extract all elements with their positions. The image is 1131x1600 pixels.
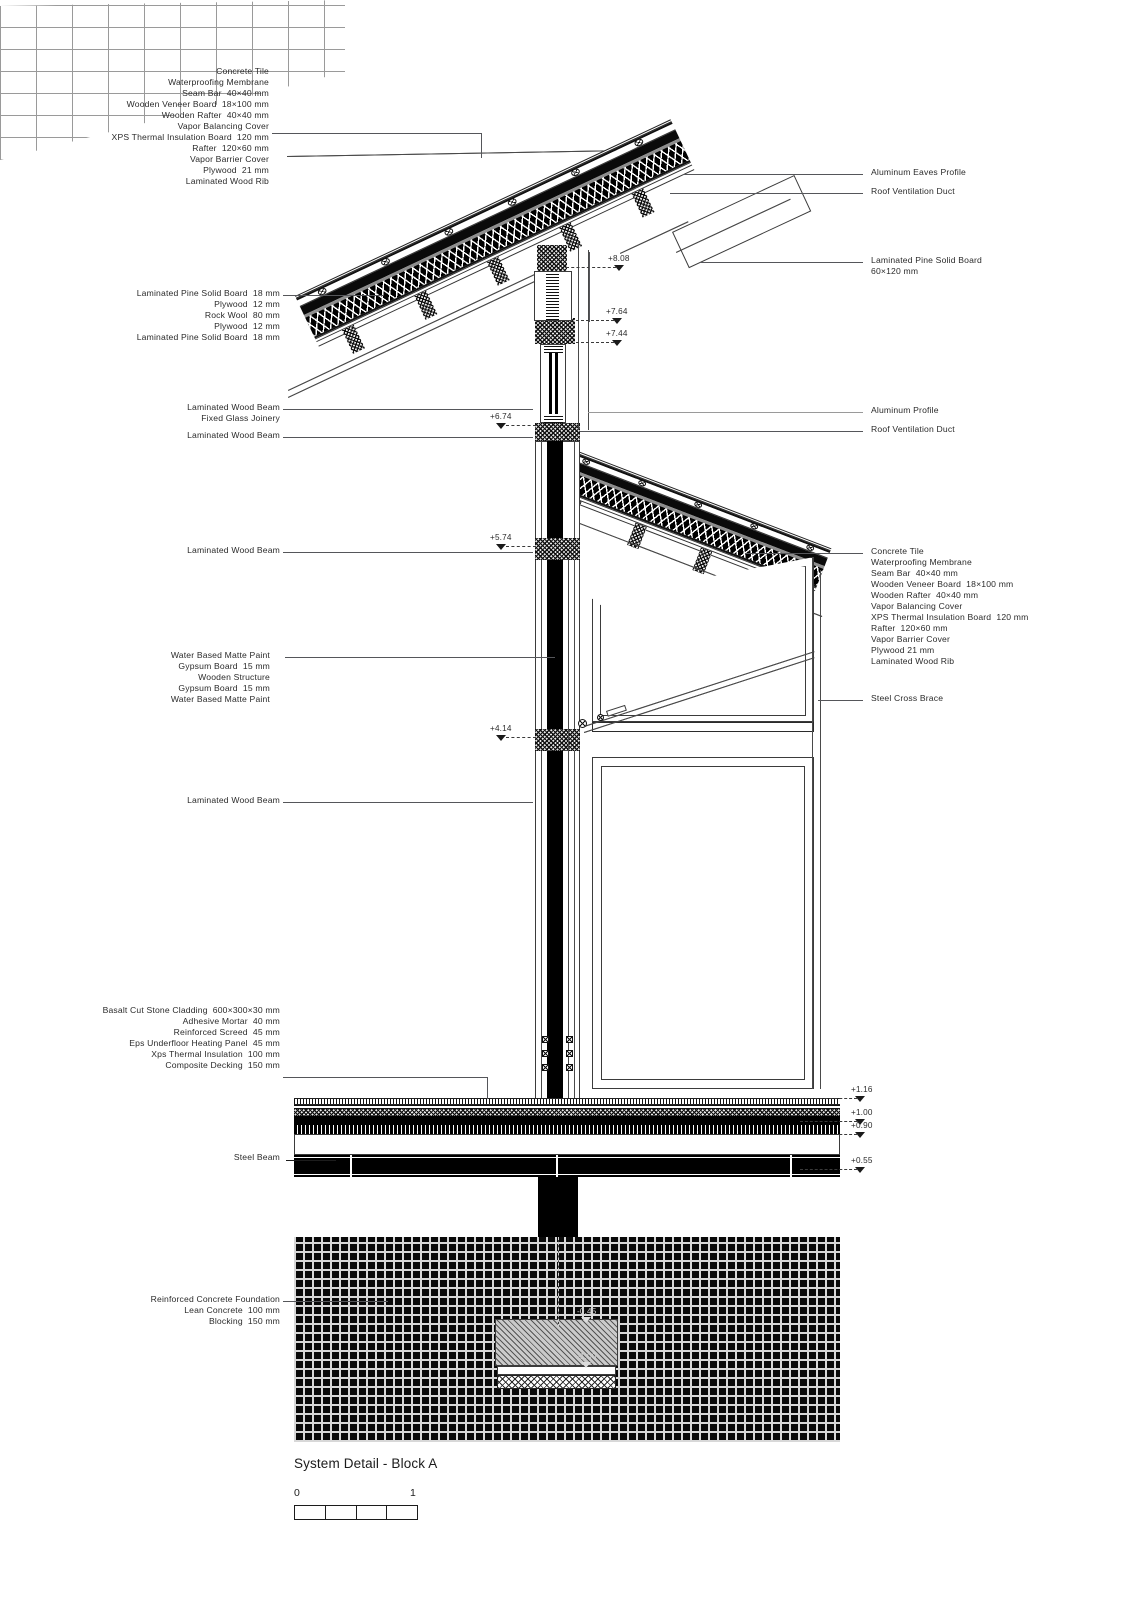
annotation-line: Basalt Cut Stone Cladding 600×300×30 mm (102, 1005, 280, 1015)
annotation-soffit-buildup (0, 288, 280, 343)
annotation-line: Steel Beam (233, 1152, 280, 1162)
annotation-line: Wooden Veneer Board 18×100 mm (126, 99, 269, 110)
annotation-line: Xps Thermal Insulation 100 mm (151, 1049, 280, 1060)
upper-post-head-block (537, 245, 567, 273)
annotation-line: Water Based Matte Paint (170, 694, 270, 705)
drawing-title: System Detail - Block A (294, 1456, 438, 1471)
elev-dash-1-16 (800, 1098, 857, 1099)
annotation-line: Laminated Wood Beam (187, 545, 280, 555)
annotation-line: Gypsum Board 15 mm (178, 683, 270, 694)
annotation-line: Eps Underfloor Heating Panel 45 mm (129, 1038, 280, 1049)
annotation-line: Reinforced Screed 45 mm (173, 1027, 280, 1038)
annotation-line: XPS Thermal Insulation Board 120 mm (111, 132, 269, 143)
annotation-line: Roof Ventilation Duct (871, 186, 955, 196)
elev-tri-7-44 (612, 340, 622, 346)
plate-bolt-icon (542, 1050, 549, 1057)
annotation-line: Rafter 120×60 mm (871, 623, 948, 634)
floor-layer-eps-heating-panel (294, 1116, 840, 1125)
elev-vline-7-64 (589, 252, 590, 322)
title-block (294, 1456, 437, 1471)
leader-steel-beam (286, 1160, 336, 1161)
leader-roof-buildup-upper (272, 133, 482, 134)
annotation-line: Laminated Pine Solid Board 18 mm (136, 332, 280, 343)
annotation-roof-ventilation-duct-1 (871, 186, 1121, 197)
leader-laminated-pine-solid-board (700, 262, 863, 263)
glazing-jamb-line (812, 557, 813, 1089)
upper-mullion-gasket-bottom (544, 414, 563, 423)
elev-label-6-74: +6.74 (490, 412, 512, 421)
elev-tri-6-74 (496, 423, 506, 429)
elev-label-1-16: +1.16 (851, 1085, 873, 1094)
elev-tri-4-14 (496, 735, 506, 741)
leader-aluminum-eaves-profile (683, 174, 863, 175)
interior-finish-line (568, 560, 569, 1100)
leader-foundation (283, 1301, 388, 1302)
elev-dash-8-08 (566, 267, 616, 268)
upper-column-core (546, 272, 559, 320)
elev-label-0-55: +0.55 (851, 1156, 873, 1165)
beam-at-414 (535, 729, 580, 751)
annotation-line: Blocking 150 mm (208, 1316, 280, 1327)
elev-dash-7-44 (576, 342, 614, 343)
annotation-beam-glazing-1 (30, 402, 280, 424)
glazing-panel-lower-inner (601, 766, 805, 1080)
elev-dash-7-64 (576, 320, 614, 321)
leader-floor-buildup (283, 1077, 488, 1078)
annotation-line: Vapor Balancing Cover (177, 121, 269, 132)
secondary-post-left (578, 240, 579, 430)
upper-roof-top-line (287, 150, 635, 157)
annotation-laminated-pine-solid-board (871, 255, 1121, 277)
elev-label-1-00: +1.00 (851, 1108, 873, 1117)
annotation-line: Seam Bar 40×40 mm (182, 88, 269, 99)
elev-dash-0-90 (800, 1134, 857, 1135)
annotation-line: Concrete Tile (871, 546, 924, 556)
foundation-centerline (558, 1237, 559, 1327)
annotation-line: Plywood 12 mm (214, 299, 280, 310)
annotation-beam-3 (30, 545, 280, 556)
plate-bolt-icon (566, 1050, 573, 1057)
annotation-wall-buildup (0, 650, 270, 705)
annotation-line: Wooden Rafter 40×40 mm (161, 110, 269, 121)
steel-beam-flange-line-2 (294, 1174, 840, 1175)
elev-dash-4-14 (506, 737, 536, 738)
glazing-jamb-line-2 (820, 570, 821, 1089)
elev-label-0-90: +0.90 (851, 1121, 873, 1130)
elev-label-4-14: +4.14 (490, 724, 512, 733)
annotation-line: Composite Decking 150 mm (165, 1060, 280, 1071)
plate-bolt-icon (542, 1064, 549, 1071)
annotation-line: Water Based Matte Paint (170, 650, 270, 660)
annotation-line: Waterproofing Membrane (871, 557, 972, 568)
roof-rafter-block (487, 257, 510, 286)
elev-tri-7-64 (612, 318, 622, 324)
leader-beam-2 (283, 437, 533, 438)
leader-steel-cross-brace (818, 700, 863, 701)
leader-beam-3 (283, 552, 533, 553)
roof-rafter-block (414, 291, 437, 320)
annotation-line: Wooden Veneer Board 18×100 mm (871, 579, 1014, 590)
annotation-floor-buildup (0, 1005, 280, 1071)
annotation-line: Laminated Wood Beam (187, 402, 280, 412)
annotation-line: Reinforced Concrete Foundation (150, 1294, 280, 1304)
scale-tick (295, 1506, 326, 1519)
glazing-transom (592, 722, 814, 732)
annotation-steel-beam (30, 1152, 280, 1163)
annotation-line: Vapor Barrier Cover (871, 634, 951, 645)
annotation-steel-cross-brace (871, 693, 1121, 704)
roof-rafter-block (632, 188, 655, 217)
annotation-line: Vapor Barrier Cover (189, 154, 269, 165)
leader-beam-glazing-1 (283, 409, 533, 410)
annotation-line: Rock Wool 80 mm (204, 310, 280, 321)
elev-dash-1-00 (800, 1121, 857, 1122)
annotation-line: Laminated Pine Solid Board (871, 255, 983, 265)
elev-label-5-74: +5.74 (490, 533, 512, 542)
annotation-line: Aluminum Eaves Profile (871, 167, 967, 177)
steel-beam-flange-line (294, 1157, 840, 1158)
scale-bar-group (294, 1487, 424, 1527)
roof-layer-seam-bar (297, 124, 675, 307)
annotation-line: Fixed Glass Joinery (201, 413, 280, 424)
roof-rafter-block (342, 325, 365, 354)
elev-label-8-08: +8.08 (608, 254, 630, 263)
roof-layer-veneer-board (300, 130, 679, 315)
upper-mullion-core (549, 352, 552, 416)
scale-bar-ticks (294, 1505, 418, 1520)
annotation-foundation (0, 1294, 280, 1327)
plate-bolt-icon (542, 1036, 549, 1043)
foundation-hatch (496, 1320, 617, 1365)
annotation-line: Laminated Wood Beam (187, 430, 280, 440)
elev-tri-5-74 (496, 544, 506, 550)
annotation-line: Laminated Wood Rib (185, 176, 269, 187)
column-splice-x (547, 443, 563, 459)
annotation-line: Wooden Rafter 40×40 mm (871, 590, 979, 601)
annotation-line: Steel Cross Brace (871, 693, 944, 703)
annotation-line: Concrete Tile (216, 66, 269, 76)
leader-roof-buildup-upper-drop (481, 133, 482, 158)
column-splice-x (547, 560, 563, 576)
upper-glazing-mullion (540, 344, 566, 423)
elev-tri-8-08 (614, 265, 624, 271)
beam-at-674 (535, 423, 580, 441)
annotation-roof-buildup-lower (871, 546, 1131, 668)
annotation-line: Plywood 12 mm (214, 321, 280, 332)
annotation-line: Vapor Balancing Cover (871, 601, 963, 612)
annotation-line: Plywood 21 mm (203, 165, 269, 176)
annotation-line: Wooden Structure (198, 672, 270, 683)
upper-post-mid-block (535, 318, 575, 344)
floor-layer-basalt-cladding (294, 1098, 840, 1105)
elev-dash-5-74 (506, 546, 536, 547)
annotation-roof-ventilation-duct-2 (871, 424, 1121, 435)
brace-pin-icon (578, 719, 587, 728)
plate-bolt-icon (566, 1064, 573, 1071)
elev-label-neg-1-00: -1.00 (577, 1352, 597, 1361)
steel-beam-stiffener (350, 1155, 352, 1177)
elev-tri-neg-0-45 (581, 1317, 591, 1323)
lean-concrete-layer (497, 1366, 616, 1375)
annotation-roof-buildup-upper (0, 66, 269, 188)
beam-at-574 (535, 538, 580, 560)
elev-tri-0-55 (855, 1167, 865, 1173)
annotation-line: XPS Thermal Insulation Board 120 mm (871, 612, 1029, 623)
annotation-line: Rafter 120×60 mm (192, 143, 269, 154)
plate-bolt-icon (566, 1036, 573, 1043)
elev-label-neg-0-45: -0.45 (577, 1307, 597, 1316)
annotation-aluminum-eaves-profile (871, 167, 1121, 178)
upper-mullion-gasket-top (544, 345, 563, 353)
annotation-line: Lean Concrete 100 mm (184, 1305, 280, 1316)
leader-floor-buildup-drop (487, 1077, 488, 1099)
annotation-beam-4 (30, 795, 280, 806)
upper-roof-assembly (295, 119, 694, 346)
scale-tick (387, 1506, 417, 1519)
elev-label-7-44: +7.44 (606, 329, 628, 338)
elev-tri-0-90 (855, 1132, 865, 1138)
scale-start-label: 0 (294, 1487, 300, 1499)
annotation-line: Laminated Wood Rib (871, 656, 955, 667)
annotation-line: Gypsum Board 15 mm (178, 661, 270, 672)
elev-dash-6-74 (506, 425, 536, 426)
elev-dash-0-55 (800, 1169, 857, 1170)
annotation-line: Aluminum Profile (871, 405, 939, 415)
annotation-beam-2 (30, 430, 280, 441)
brace-clevis-icon (597, 714, 604, 721)
annotation-line: Adhesive Mortar 40 mm (182, 1016, 280, 1027)
steel-beam-stiffener (556, 1155, 558, 1177)
floor-layer-xps-insulation (294, 1125, 840, 1134)
upper-mullion-core-2 (555, 352, 558, 416)
leader-wall-buildup (285, 657, 555, 658)
column-base-pedestal (538, 1177, 578, 1237)
annotation-line: Waterproofing Membrane (168, 77, 269, 88)
floor-layer-composite-decking (294, 1134, 840, 1155)
elev-tri-neg-1-00 (581, 1362, 591, 1368)
annotation-line: Seam Bar 40×40 mm (871, 568, 958, 579)
floor-layer-reinforced-screed (294, 1109, 840, 1116)
leader-roof-ventilation-duct-1 (670, 193, 863, 194)
annotation-line: Roof Ventilation Duct (871, 424, 955, 434)
scale-end-label: 1 (410, 1487, 416, 1499)
annotation-line: 60×120 mm (871, 266, 919, 277)
roof-layer-xps-insulation (305, 141, 689, 337)
leader-roof-ventilation-duct-2 (580, 431, 863, 432)
leader-roof-buildup-lower-h (745, 553, 863, 554)
annotation-aluminum-profile (871, 405, 1121, 416)
leader-aluminum-profile (588, 412, 863, 413)
elev-label-7-64: +7.64 (606, 307, 628, 316)
annotation-line: Laminated Pine Solid Board 18 mm (136, 288, 280, 298)
scale-tick (326, 1506, 357, 1519)
annotation-line: Plywood 21 mm (871, 645, 935, 656)
blocking-layer (497, 1375, 616, 1389)
leader-beam-4 (283, 802, 533, 803)
annotation-line: Laminated Wood Beam (187, 795, 280, 805)
elev-tri-1-16 (855, 1096, 865, 1102)
leader-soffit-buildup (283, 295, 383, 296)
steel-beam-stiffener (790, 1155, 792, 1177)
scale-tick (357, 1506, 388, 1519)
